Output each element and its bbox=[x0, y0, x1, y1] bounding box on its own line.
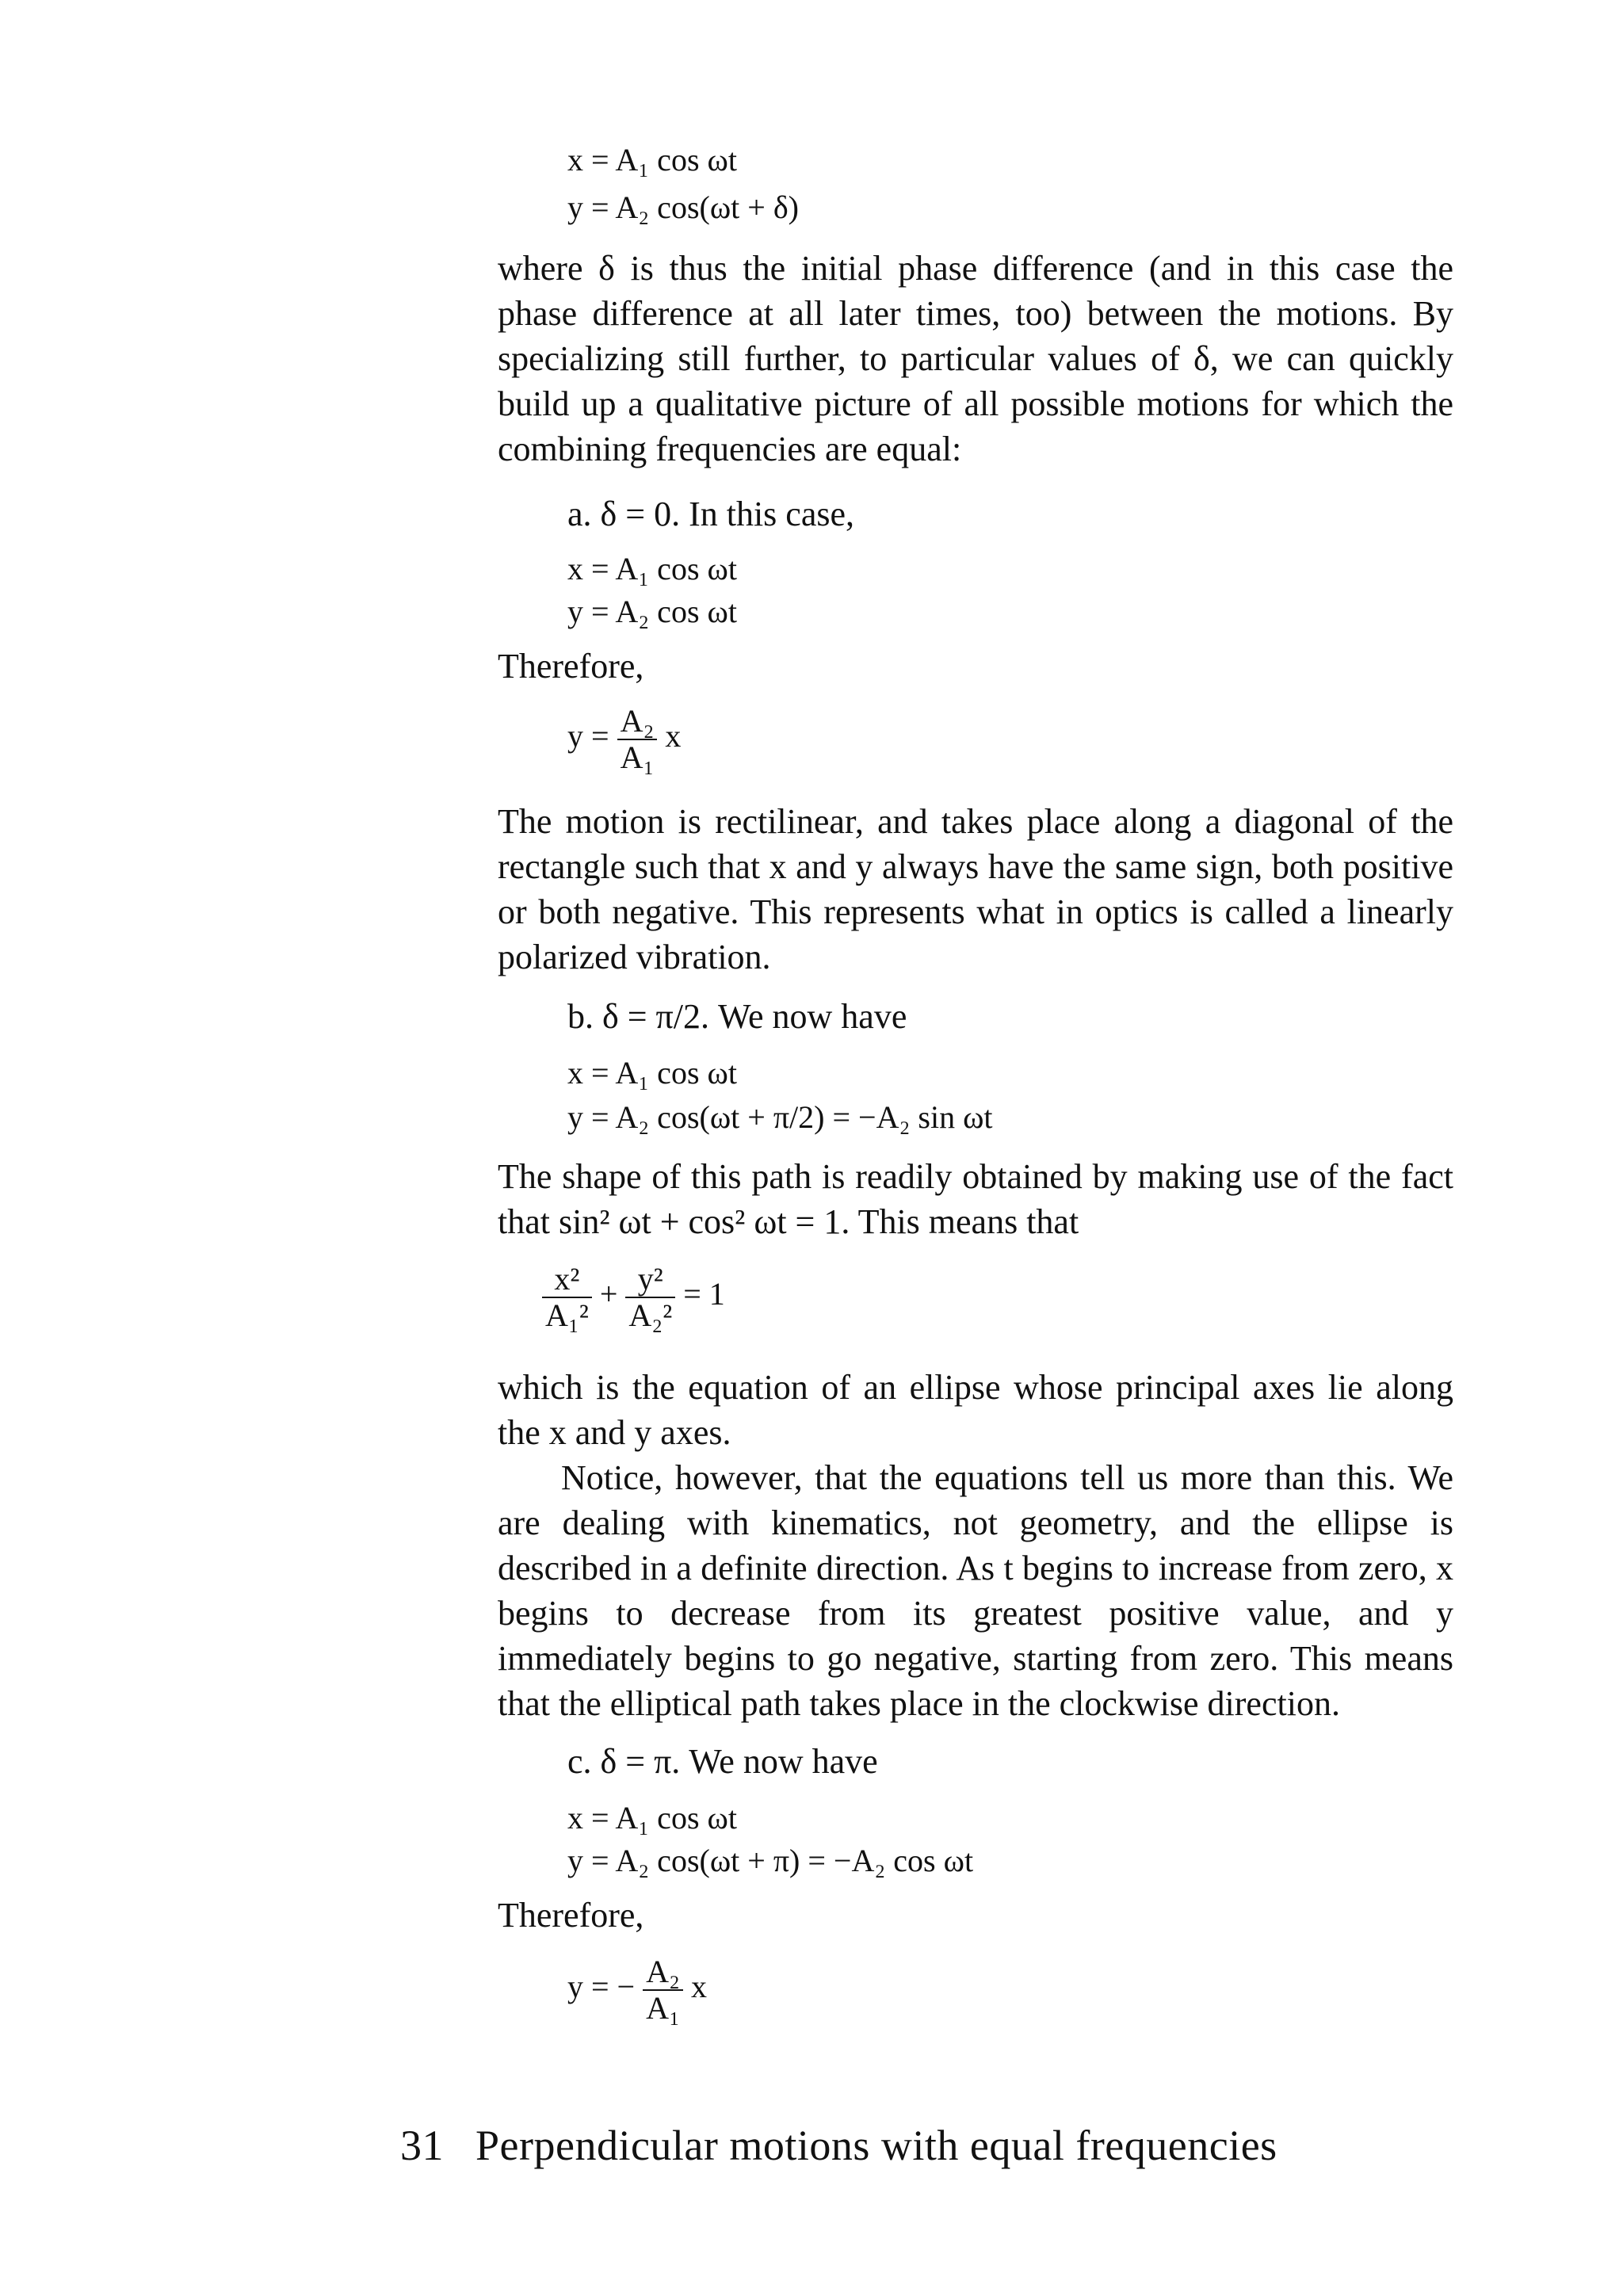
case-c-result-rhs: x bbox=[690, 1969, 707, 2005]
case-c-heading: c. δ = π. We now have bbox=[567, 1742, 878, 1781]
case-a-therefore: Therefore, bbox=[498, 647, 644, 686]
case-a-result-lhs: y = bbox=[567, 718, 609, 755]
ellipse-denominator-x: A₁² bbox=[545, 1297, 589, 1333]
ellipse-fraction-x bbox=[542, 1262, 592, 1333]
page-footer bbox=[400, 2121, 1277, 2170]
case-a-heading: a. δ = 0. In this case, bbox=[567, 495, 855, 533]
ellipse-equation bbox=[542, 1262, 725, 1333]
paragraph-kinematics bbox=[498, 1455, 1453, 1726]
page-number: 31 bbox=[400, 2122, 444, 2169]
paragraph-text: Notice, however, that the equations tell us more than this. We are dealing with kinematics, not geometry, and the ellipse is described in a definite direction. As t begins to increase from zero, x begins to decrease from its greatest positive value, and y immediately begins to go negative, starting from zero. This means that the elliptical path takes place in the clockwise direction. bbox=[498, 1458, 1453, 1723]
case-a-equation-x: x = A₁ cos ωt bbox=[567, 551, 737, 586]
case-c-result bbox=[567, 1954, 707, 2026]
case-a-fraction-numerator: A₂ bbox=[617, 704, 658, 740]
case-a-fraction-denominator: A₁ bbox=[620, 739, 655, 775]
case-c-equation-x: x = A₁ cos ωt bbox=[567, 1800, 737, 1836]
case-a-result-rhs: x bbox=[665, 718, 682, 755]
equation-y-top: y = A₂ cos(ωt + δ) bbox=[567, 189, 799, 225]
case-c-therefore: Therefore, bbox=[498, 1896, 644, 1935]
paragraph-text: The motion is rectilinear, and takes place along a diagonal of the rectangle such that x and y always have the same sign, both positive or both negative. This represents what in optics is called a linearly polarized vibration. bbox=[498, 802, 1453, 976]
case-b-equation-y: y = A₂ cos(ωt + π/2) = −A₂ sin ωt bbox=[567, 1099, 993, 1135]
case-a-result bbox=[567, 704, 681, 775]
paragraph-rectilinear bbox=[498, 799, 1453, 980]
case-c-result-lhs: y = − bbox=[567, 1969, 636, 2005]
case-c-fraction bbox=[643, 1954, 683, 2026]
ellipse-plus: + bbox=[599, 1276, 618, 1312]
equation-x-top: x = A₁ cos ωt bbox=[567, 142, 737, 178]
paragraph-shape-of-path bbox=[498, 1154, 1453, 1244]
paragraph-phase-difference bbox=[498, 246, 1453, 472]
section-title: Perpendicular motions with equal frequencies bbox=[475, 2122, 1277, 2169]
ellipse-fraction-y bbox=[625, 1262, 675, 1333]
ellipse-numerator-y: y² bbox=[625, 1262, 675, 1298]
paragraph-ellipse bbox=[498, 1365, 1453, 1455]
ellipse-numerator-x: x² bbox=[542, 1262, 592, 1298]
case-b-heading: b. δ = π/2. We now have bbox=[567, 997, 907, 1036]
case-b-equation-x: x = A₁ cos ωt bbox=[567, 1055, 737, 1091]
paragraph-text: where δ is thus the initial phase difference (and in this case the phase difference at all later times, too) between the motions. By specializing still further, to particular values of δ, we can quickly build up a qualitative picture of all possible motions for which the combining frequencies are equal: bbox=[498, 249, 1453, 468]
paragraph-text: The shape of this path is readily obtained by making use of the fact that sin² ωt + cos² ωt = 1. This means that bbox=[498, 1157, 1453, 1241]
case-c-fraction-denominator: A₁ bbox=[646, 1990, 680, 2026]
ellipse-rhs: = 1 bbox=[683, 1276, 725, 1312]
paragraph-text: which is the equation of an ellipse whose principal axes lie along the x and y axes. bbox=[498, 1368, 1453, 1452]
case-a-equation-y: y = A₂ cos ωt bbox=[567, 594, 737, 629]
case-a-fraction bbox=[617, 704, 658, 775]
case-c-fraction-numerator: A₂ bbox=[643, 1954, 683, 1991]
ellipse-denominator-y: A₂² bbox=[628, 1297, 673, 1333]
case-c-equation-y: y = A₂ cos(ωt + π) = −A₂ cos ωt bbox=[567, 1843, 974, 1878]
